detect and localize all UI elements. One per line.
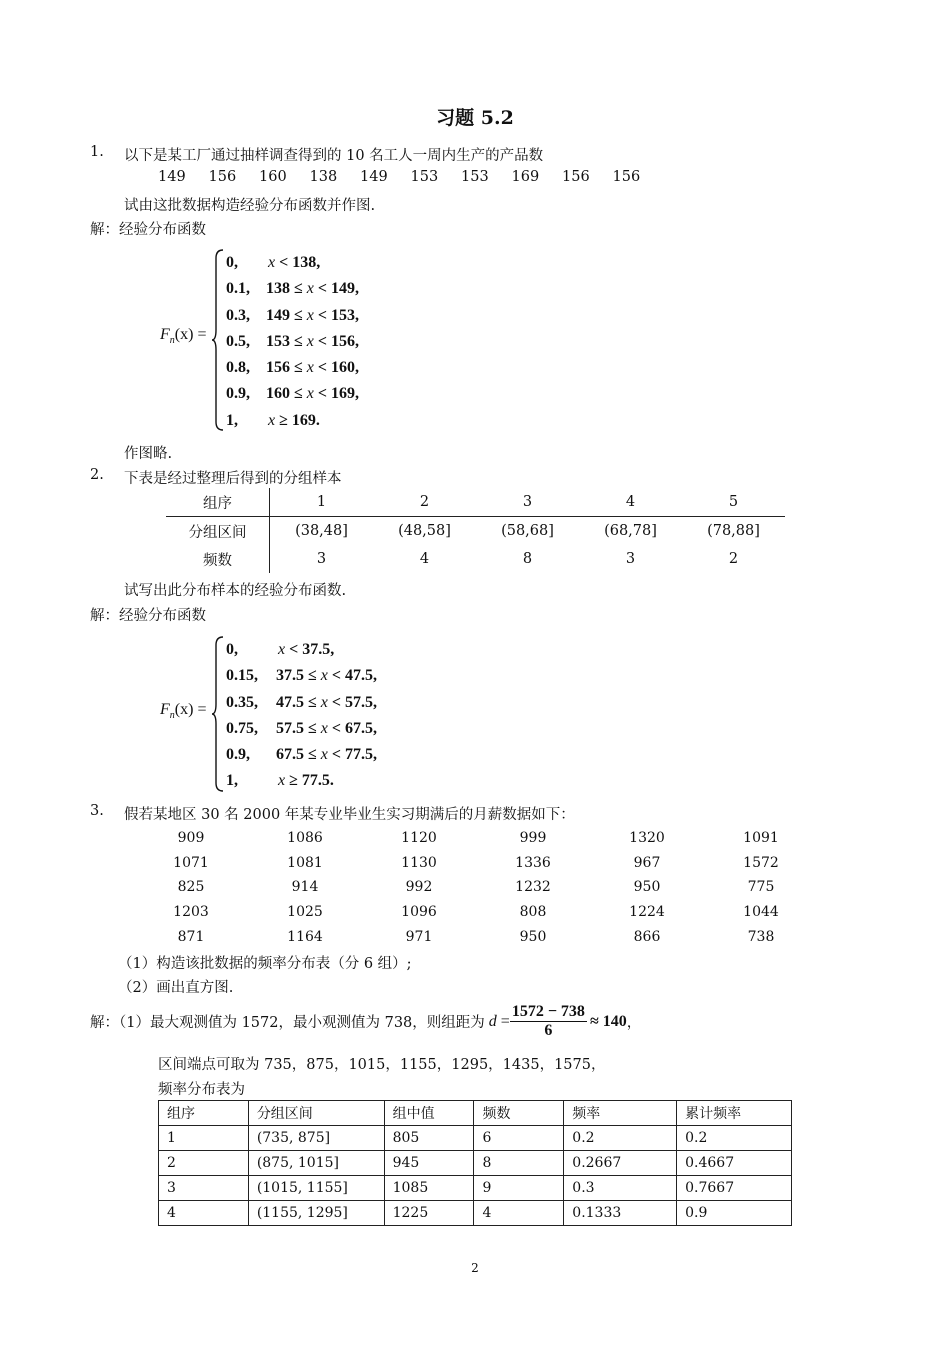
q3-grid-cell: 1096 <box>401 904 437 921</box>
q1-case-row <box>226 408 359 434</box>
q2-table-row <box>166 545 785 573</box>
q1-data-value: 160 <box>259 169 287 185</box>
q3-ftable-cell: 1 <box>159 1126 249 1151</box>
q3-grid-cell: 999 <box>519 830 547 847</box>
q3-fraction <box>510 1003 587 1040</box>
q2-row-head: 频数 <box>166 545 270 573</box>
q1-case-condition: x < 138, <box>268 254 321 271</box>
q3-ftable-cell: 4 <box>474 1201 564 1226</box>
q3-number: 3. <box>90 803 104 819</box>
q2-cell: 1 <box>270 488 374 517</box>
q2-case-row <box>226 637 377 663</box>
q2-task: 试写出此分布样本的经验分布函数. <box>124 583 347 599</box>
q2-cell: 4 <box>419 551 430 567</box>
q3-ftable-cell: (735, 875] <box>248 1126 384 1151</box>
q3-grid-cell: 825 <box>177 879 205 896</box>
q1-fn-subscript: n <box>169 335 175 347</box>
q1-fn-tail: (x) = <box>174 326 207 343</box>
q1-data-value: 169 <box>511 169 540 185</box>
q2-row-head: 分组区间 <box>166 517 270 546</box>
q3-ftable-cell: 0.2 <box>564 1126 677 1151</box>
q2-cell: (38,48] <box>295 523 348 539</box>
q3-ftable-cell: 0.2 <box>677 1126 792 1151</box>
q2-number: 2. <box>90 467 104 483</box>
q3-ftable-header: 组中值 <box>384 1101 474 1126</box>
q3-ftable-cell: 0.1333 <box>564 1201 677 1226</box>
q3-formula-var: d <box>488 1012 497 1030</box>
q3-sub2: （2）画出直方图. <box>118 980 234 996</box>
q3-ftable-cell: 0.7667 <box>677 1176 792 1201</box>
q3-ftable-cell: 0.3 <box>564 1176 677 1201</box>
q3-ftable-cell: 9 <box>474 1176 564 1201</box>
q2-cell: 3 <box>625 551 636 567</box>
q1-case-value: 0.5, <box>226 332 250 350</box>
q3-formula-eq: = <box>496 1012 510 1030</box>
q3-grid-cell: 1130 <box>401 854 437 871</box>
q3-grid-cell: 1336 <box>515 854 551 871</box>
q1-fn-symbol: F <box>160 326 170 343</box>
q3-grid-cell: 1120 <box>401 830 437 847</box>
q2-case-condition: x ≥ 77.5. <box>278 772 334 790</box>
q3-grid-cell: 1025 <box>287 904 323 921</box>
q2-cell: 4 <box>579 488 682 517</box>
q2-case-condition: x < 37.5, <box>278 641 335 658</box>
q1-data-value: 156 <box>208 169 237 185</box>
q3-grid-cell: 1203 <box>173 904 209 921</box>
q1-text: 以下是某工厂通过抽样调查得到的 10 名工人一周内生产的产品数 <box>124 148 544 164</box>
q1-task: 试由这批数据构造经验分布函数并作图. <box>124 198 376 214</box>
q1-piecewise-cases <box>226 250 359 434</box>
q3-ftable-cell: 8 <box>474 1151 564 1176</box>
q3-ftable-cell: (1155, 1295] <box>248 1201 384 1226</box>
q3-grid-cell: 871 <box>177 928 205 945</box>
q2-fn-tail: (x) = <box>174 701 207 718</box>
q3-solution-text: 解：（1）最大观测值为 1572，最小观测值为 738，则组距为 <box>90 1015 485 1031</box>
q1-case-row <box>226 276 359 302</box>
q3-grid-cell: 914 <box>291 879 319 896</box>
q3-endpoints: 区间端点可取为 735，875，1015，1155，1295，1435，1575， <box>158 1057 606 1073</box>
q1-case-value: 0, <box>226 254 238 271</box>
q3-ftable-header: 分组区间 <box>248 1101 384 1126</box>
q2-case-condition: 47.5 ≤ x < 57.5, <box>276 693 378 711</box>
q3-ftable-header: 频数 <box>474 1101 564 1126</box>
q3-ftable-cell: 0.4667 <box>677 1151 792 1176</box>
q2-row-head: 组序 <box>166 488 270 517</box>
q2-fn-lhs <box>160 701 206 721</box>
q3-grid-cell: 1572 <box>743 854 779 871</box>
q2-case-condition: 67.5 ≤ x < 77.5, <box>276 746 378 764</box>
q2-case-row <box>226 663 377 689</box>
q1-case-row <box>226 303 359 329</box>
q2-cell: 5 <box>682 488 785 517</box>
q3-text: 假若某地区 30 名 2000 年某专业毕业生实习期满后的月薪数据如下： <box>124 807 575 823</box>
q3-ftable-row <box>159 1151 792 1176</box>
q1-after: 作图略. <box>124 446 173 462</box>
q2-text: 下表是经过整理后得到的分组样本 <box>124 471 342 487</box>
q1-case-condition: 156 ≤ x < 160, <box>266 359 360 377</box>
q3-ftable-cell: 3 <box>159 1176 249 1201</box>
q3-grid-cell: 1081 <box>287 854 323 871</box>
q2-solution-label: 解：经验分布函数 <box>90 608 206 624</box>
q1-case-value: 0.8, <box>226 359 250 377</box>
q3-ftable-cell: 0.2667 <box>564 1151 677 1176</box>
q1-case-condition: 149 ≤ x < 153, <box>266 306 360 324</box>
q1-case-value: 1, <box>226 411 238 429</box>
q3-ftable-cell: 0.9 <box>677 1201 792 1226</box>
q1-data-value: 149 <box>360 169 388 185</box>
q3-fraction-numerator: 1572 − 738 <box>511 1003 585 1020</box>
q2-case-row <box>226 690 377 716</box>
q3-grid-row <box>134 875 818 900</box>
q1-solution-label: 解：经验分布函数 <box>90 222 206 238</box>
q3-ftable-row <box>159 1176 792 1201</box>
q2-case-value: 1, <box>226 772 238 790</box>
q1-case-value: 0.3, <box>226 306 250 324</box>
q1-brace <box>211 248 225 432</box>
q1-case-condition: 160 ≤ x < 169, <box>266 385 360 403</box>
q3-ftable-row <box>159 1201 792 1226</box>
q2-case-value: 0.15, <box>226 667 258 685</box>
q3-ftable-cell: 4 <box>159 1201 249 1226</box>
page-number: 2 <box>471 1261 479 1275</box>
q2-cell: 3 <box>316 551 327 567</box>
q2-piecewise-cases <box>226 637 377 795</box>
q3-ftable-cell: (875, 1015] <box>248 1151 384 1176</box>
q3-ftable-header-row <box>159 1101 792 1126</box>
q1-case-row <box>226 250 359 276</box>
q1-number: 1. <box>90 144 104 160</box>
q3-ftable-cell: 945 <box>384 1151 474 1176</box>
q2-cell: (58,68] <box>501 523 554 539</box>
q3-grid-cell: 967 <box>633 854 661 871</box>
q1-data-values <box>158 169 663 185</box>
q3-grid-cell: 808 <box>519 904 547 921</box>
q2-case-condition: 57.5 ≤ x < 67.5, <box>276 719 378 737</box>
q1-data-value: 149 <box>158 169 186 185</box>
q2-cell: (68,78] <box>604 523 657 539</box>
q3-grid-row <box>134 826 818 851</box>
q2-fn-subscript: n <box>169 710 175 722</box>
q1-data-row <box>158 169 663 185</box>
q3-fraction-denominator: 6 <box>544 1022 553 1039</box>
q2-case-value: 0.75, <box>226 719 258 737</box>
q3-ftable-cell: 2 <box>159 1151 249 1176</box>
q1-case-value: 0.1, <box>226 280 250 298</box>
q3-ftable-cell: 1085 <box>384 1176 474 1201</box>
q3-grid-cell: 1091 <box>743 830 779 847</box>
q1-case-row <box>226 381 359 407</box>
q3-sub1: （1）构造该批数据的频率分布表（分 6 组）; <box>118 956 412 972</box>
q3-grid-cell: 1044 <box>743 904 779 921</box>
q3-ftable-header: 组序 <box>159 1101 249 1126</box>
q3-grid-row <box>134 900 818 925</box>
q3-grid-cell: 1164 <box>287 928 323 945</box>
q2-cell: 2 <box>728 551 739 567</box>
q3-grid-cell: 950 <box>519 928 547 945</box>
q3-grid-cell: 971 <box>405 928 433 945</box>
q2-case-value: 0.35, <box>226 693 258 711</box>
q2-cell: 2 <box>373 488 476 517</box>
q3-grid-row <box>134 924 818 949</box>
q2-cell: (78,88] <box>707 523 760 539</box>
q3-grid-cell: 909 <box>177 830 205 847</box>
q3-ftable-cell: 805 <box>384 1126 474 1151</box>
q3-grid-cell: 992 <box>405 879 433 896</box>
q1-data-value: 153 <box>410 169 439 185</box>
q1-case-row <box>226 329 359 355</box>
q3-frequency-table <box>158 1100 792 1226</box>
q1-case-condition: 153 ≤ x < 156, <box>266 332 360 350</box>
q3-ftable-cell: 6 <box>474 1126 564 1151</box>
q1-case-row <box>226 355 359 381</box>
q3-ftable-cell: (1015, 1155] <box>248 1176 384 1201</box>
q3-formula-approx: ≈ 140 <box>589 1012 627 1030</box>
q2-cell: (48,58] <box>398 523 451 539</box>
q2-grouped-table <box>166 488 785 573</box>
q2-case-value: 0, <box>226 641 238 658</box>
q1-case-condition: x ≥ 169. <box>268 411 320 429</box>
q3-grid-cell: 1224 <box>629 904 665 921</box>
q3-ftable-row <box>159 1126 792 1151</box>
q1-data-value: 156 <box>612 169 641 185</box>
q2-case-row <box>226 716 377 742</box>
q2-fn-symbol: F <box>160 701 170 718</box>
q3-grid-cell: 775 <box>747 879 775 896</box>
q1-case-value: 0.9, <box>226 385 250 403</box>
q3-grid-cell: 1071 <box>173 854 209 871</box>
q1-case-condition: 138 ≤ x < 149, <box>266 280 360 298</box>
q3-grid-cell: 950 <box>633 879 661 896</box>
q3-grid-cell: 866 <box>633 928 661 945</box>
page-title: 习题 5.2 <box>436 107 514 129</box>
q3-ftable-cell: 1225 <box>384 1201 474 1226</box>
q2-case-row <box>226 768 377 794</box>
q1-fn-lhs <box>160 326 206 346</box>
q3-solution-line <box>90 1003 641 1040</box>
q3-salary-grid <box>134 826 818 949</box>
q3-grid-row <box>134 851 818 876</box>
q1-data-value: 156 <box>562 169 590 185</box>
q3-formula-end: ， <box>626 1015 642 1031</box>
q1-data-value: 153 <box>461 169 489 185</box>
q2-table-row <box>166 517 785 546</box>
q2-case-condition: 37.5 ≤ x < 47.5, <box>276 667 378 685</box>
q3-ftable-header: 频率 <box>564 1101 677 1126</box>
q2-brace <box>211 635 225 793</box>
q3-grid-cell: 1232 <box>515 879 551 896</box>
q3-table-intro: 频率分布表为 <box>158 1082 245 1098</box>
q2-case-row <box>226 742 377 768</box>
q2-case-value: 0.9, <box>226 746 250 764</box>
q3-grid-cell: 738 <box>747 928 775 945</box>
q2-cell: 3 <box>476 488 579 517</box>
q3-grid-cell: 1086 <box>287 830 323 847</box>
q2-cell: 8 <box>522 551 533 567</box>
q1-data-value: 138 <box>309 169 338 185</box>
q3-grid-cell: 1320 <box>629 830 665 847</box>
q3-ftable-header: 累计频率 <box>677 1101 792 1126</box>
q2-table-row <box>166 488 785 517</box>
